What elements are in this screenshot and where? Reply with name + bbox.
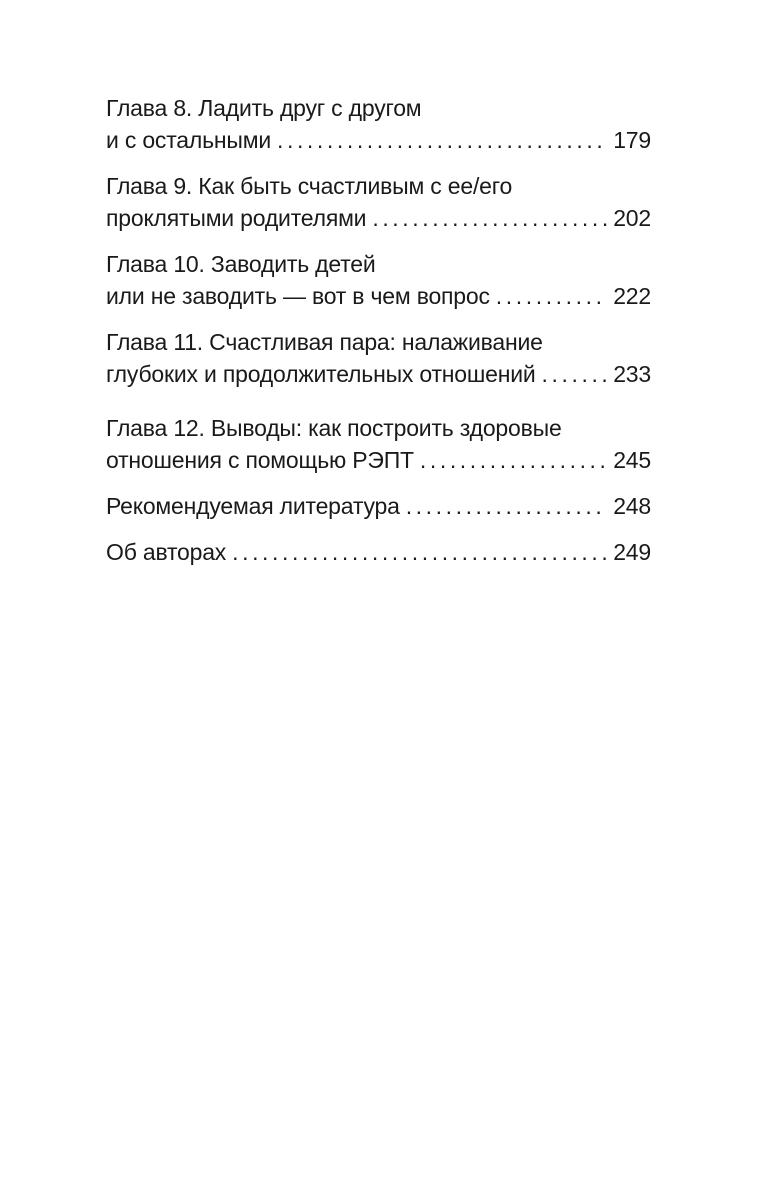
dot-leader <box>406 490 608 522</box>
toc-page-number: 222 <box>613 283 651 309</box>
toc-entry-chapter-8[interactable] <box>106 92 651 156</box>
toc-page-number: 179 <box>613 127 651 153</box>
toc-entry-title-line: Глава 11. Счастливая пара: налаживание <box>106 329 543 355</box>
dot-leader <box>496 280 607 312</box>
toc-entry-title-line: Глава 10. Заводить детей <box>106 251 376 277</box>
toc-entry-title-line: Глава 8. Ладить друг с другом <box>106 95 422 121</box>
toc-entry-title-line: Глава 9. Как быть счастливым с ее/его <box>106 173 513 199</box>
toc-entry-chapter-12[interactable] <box>106 412 651 476</box>
dot-leader <box>542 358 608 390</box>
toc-page-number: 245 <box>613 447 651 473</box>
toc-entry-title-line: или не заводить — вот в чем вопрос <box>106 283 490 309</box>
toc-entry-title-line: Об авторах <box>106 539 227 565</box>
toc-page-number: 249 <box>613 539 651 565</box>
dot-leader <box>232 536 607 568</box>
toc-entry-title-line: проклятыми родителями <box>106 205 367 231</box>
dot-leader <box>277 124 607 156</box>
toc-entry-title-line: отношения с помощью РЭПТ <box>106 447 414 473</box>
toc-entry-title-line: глубоких и продолжительных отношений <box>106 361 536 387</box>
toc-page-number: 233 <box>613 361 651 387</box>
dot-leader <box>420 444 607 476</box>
toc-entry-title-line: Глава 12. Выводы: как построить здоровые <box>106 415 562 441</box>
toc-page-number: 248 <box>613 493 651 519</box>
toc-entry-recommended-literature[interactable] <box>106 490 651 522</box>
dot-leader <box>372 202 607 234</box>
toc-entry-chapter-9[interactable] <box>106 170 651 234</box>
toc-entry-title-line: Рекомендуемая литература <box>106 493 400 519</box>
toc-page-number: 202 <box>613 205 651 231</box>
toc-entry-chapter-11[interactable] <box>106 326 651 390</box>
table-of-contents <box>106 92 651 568</box>
toc-entry-title-line: и с остальными <box>106 127 271 153</box>
toc-entry-about-authors[interactable] <box>106 536 651 568</box>
toc-entry-chapter-10[interactable] <box>106 248 651 312</box>
